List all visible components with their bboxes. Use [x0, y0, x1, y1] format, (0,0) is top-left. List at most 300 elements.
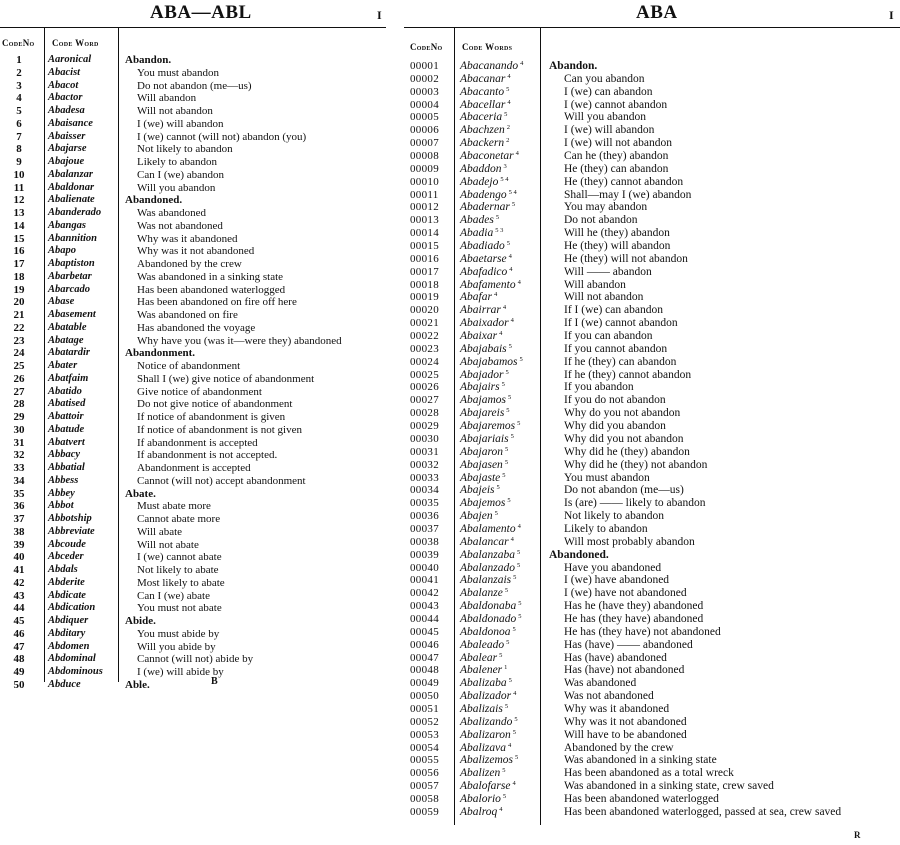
code-word-text: Abdals [48, 564, 78, 575]
phrase-text: I (we) cannot abandon [564, 98, 668, 111]
code-word [460, 433, 514, 446]
table-row [0, 194, 398, 207]
code-word-note: 5 [518, 612, 522, 620]
table-row [404, 562, 900, 575]
code-word-text: Abatage [48, 334, 84, 346]
phrase-text: Will you abide by [137, 640, 216, 653]
code-word [48, 335, 84, 348]
code-word-text: Abajen [460, 510, 493, 523]
table-row [404, 497, 900, 510]
code-number: 00052 [410, 715, 439, 728]
code-word-text: Abase [48, 296, 75, 308]
code-word-text: Abajeis [460, 484, 495, 497]
page-title: ABA [636, 2, 678, 23]
code-word-text: Abaixar [460, 330, 498, 343]
code-word-note: 4 [512, 780, 516, 788]
code-word [48, 54, 91, 67]
code-word-note: 5 4 [500, 175, 509, 183]
phrase-text: Do not abandon (me—us) [137, 79, 252, 92]
phrase-text: Was abandoned on fire [137, 309, 238, 321]
section-heading: Able. [125, 678, 150, 691]
page-title: ABA—ABL [150, 2, 252, 23]
code-word-note: 5 [506, 85, 510, 93]
code-word [48, 309, 96, 322]
code-word-note: 5 [505, 368, 509, 376]
phrase-text: Was abandoned in a sinking state [137, 270, 284, 283]
code-number: 30 [13, 423, 25, 436]
code-word-text: Abalizaba [460, 677, 507, 690]
code-word [460, 176, 508, 189]
code-word [460, 729, 516, 742]
code-word-text: Abalroq [460, 805, 498, 818]
code-number: 35 [13, 487, 25, 500]
code-word-text: Abajabais [460, 342, 507, 355]
code-number: 22 [13, 321, 25, 334]
code-number: 00046 [410, 638, 439, 651]
code-word [48, 258, 95, 271]
phrase-text: Why was it abandoned [564, 702, 670, 715]
code-word-text: Abalienate [48, 194, 95, 206]
table-row [404, 163, 900, 176]
table-row [404, 150, 900, 163]
code-word-header: Code Word [52, 38, 99, 48]
code-word [460, 394, 511, 407]
table-row [404, 433, 900, 446]
code-word-text: Abbess [48, 474, 79, 486]
code-word-text: Abalofarse [460, 780, 511, 793]
table-row [0, 258, 398, 271]
code-word [460, 626, 516, 639]
table-row [404, 806, 900, 819]
code-word-text: Abbacy [48, 449, 81, 461]
phrase-text: Was not abandoned [137, 219, 223, 232]
phrase-text: You must not abate [137, 602, 222, 615]
phrase-text: Has abandoned the voyage [137, 321, 256, 334]
code-word [48, 437, 85, 450]
code-word-note: 5 [511, 201, 516, 209]
phrase-text: Was not abandoned [564, 690, 654, 703]
table-row [0, 169, 398, 182]
table-row [0, 653, 398, 666]
code-word-text: Abafamento [460, 278, 516, 291]
table-row [0, 309, 398, 322]
code-word-note: 4 [493, 291, 498, 299]
phrase-text: Not likely to abandon [564, 510, 664, 523]
table-row [404, 510, 900, 523]
code-word-text: Abajoue [48, 156, 85, 167]
code-number: 15 [13, 232, 25, 245]
table-row [404, 240, 900, 253]
code-word-text: Abacanar [460, 72, 506, 85]
code-number: 28 [13, 398, 25, 411]
code-number: 00004 [410, 98, 439, 111]
code-word [460, 510, 498, 523]
phrase-text: Will most probably abandon [564, 535, 695, 548]
code-number: 00040 [410, 561, 439, 574]
code-word [460, 446, 508, 459]
table-row [404, 86, 900, 99]
code-word-note: 5 [513, 574, 517, 582]
table-row [404, 587, 900, 600]
phrase-text: If you abandon [564, 381, 634, 394]
table-row [404, 176, 900, 189]
code-word-text: Abalear [460, 651, 498, 664]
code-word [48, 564, 78, 577]
code-word [48, 182, 94, 195]
code-number: 00027 [410, 394, 439, 407]
code-word-note: 4 [515, 150, 519, 158]
code-word-note: 4 [510, 535, 514, 543]
phrase-text: He (they) will abandon [564, 240, 671, 253]
phrase-text: Can you abandon [564, 72, 645, 85]
code-number: 00002 [410, 72, 439, 85]
table-row [0, 500, 398, 513]
code-word [48, 424, 84, 437]
phrase-text: Cannot (will not) accept abandonment [137, 474, 306, 487]
phrase-text: Notice of abandonment [137, 360, 241, 372]
code-number: 37 [13, 513, 25, 525]
phrase-text: Shall I (we) give notice of abandonment [137, 372, 315, 385]
code-word [460, 266, 513, 279]
table-row [404, 369, 900, 382]
table-row [0, 80, 398, 93]
code-word-text: Abalizador [460, 690, 512, 703]
code-number: 00035 [410, 497, 439, 510]
code-number: 13 [13, 207, 25, 219]
table-row [404, 279, 900, 292]
code-word [460, 73, 511, 86]
code-word [460, 214, 499, 227]
code-word-note: 5 [516, 561, 521, 569]
code-word-text: Abangas [48, 219, 86, 231]
table-row [404, 716, 900, 729]
code-word-text: Abaldonaba [460, 600, 517, 613]
table-row [404, 201, 900, 214]
code-word-text: Abajador [460, 368, 504, 381]
code-word-text: Abades [460, 214, 494, 227]
code-word-text: Abdomen [48, 640, 90, 652]
table-row [0, 271, 398, 284]
code-word-note: 5 [504, 111, 508, 119]
table-row [404, 536, 900, 549]
code-word [460, 664, 507, 677]
code-word [48, 322, 87, 335]
code-number: 43 [13, 589, 25, 602]
code-number: 21 [13, 309, 25, 321]
phrase-text: Why did he (they) abandon [564, 445, 690, 458]
code-number: 7 [16, 130, 22, 143]
code-word [460, 163, 507, 176]
code-word [48, 156, 84, 169]
code-number: 00034 [410, 484, 439, 497]
code-word [48, 577, 85, 590]
code-number: 9 [16, 156, 22, 168]
phrase-text: Have you abandoned [564, 561, 662, 574]
phrase-text: Must abate more [137, 500, 211, 513]
code-word-text: Abalorio [460, 792, 501, 805]
table-row [0, 590, 398, 603]
code-word-note: 5 [502, 471, 506, 479]
code-number: 00047 [410, 651, 439, 664]
code-word [460, 356, 523, 369]
code-word-text: Abajaron [460, 445, 504, 458]
code-word [460, 613, 521, 626]
code-number: 00007 [410, 137, 439, 150]
code-word-text: Abalanzar [48, 168, 93, 180]
code-word [460, 754, 518, 767]
table-row [0, 615, 398, 628]
table-row [0, 462, 398, 475]
phrase-text: I (we) have abandoned [564, 574, 670, 587]
code-word-note: 5 [499, 651, 503, 659]
code-word [48, 462, 85, 475]
code-word-note: 5 [506, 638, 510, 646]
code-word-text: Abaetarse [460, 252, 507, 265]
code-word-text: Abatardir [48, 347, 91, 359]
code-number: 00044 [410, 612, 439, 625]
code-word-text: Abajamos [460, 394, 506, 407]
section-heading: Abandoned. [549, 548, 609, 561]
right-page [404, 0, 900, 845]
code-number: 24 [13, 347, 25, 360]
code-number: 00050 [410, 690, 439, 703]
table-row [404, 73, 900, 86]
code-word [48, 67, 80, 80]
code-word [460, 716, 518, 729]
table-row [0, 475, 398, 488]
table-row [404, 742, 900, 755]
code-word-text: Abadiado [460, 240, 505, 253]
code-word [48, 220, 86, 233]
code-word [460, 690, 516, 703]
table-row [404, 330, 900, 343]
code-word-note: 5 [495, 214, 500, 222]
code-word [48, 641, 89, 654]
code-word-note: 5 [507, 497, 511, 505]
code-word [460, 150, 519, 163]
code-number: 00008 [410, 150, 439, 163]
table-row [404, 574, 900, 587]
phrase-text: I (we) will abide by [137, 666, 224, 678]
code-word-text: Abatfaim [48, 372, 89, 384]
code-number: 14 [13, 219, 25, 232]
table-row [0, 347, 398, 360]
table-row [0, 602, 398, 615]
code-word-note: 5 [515, 754, 519, 762]
section-heading: Abandon. [549, 60, 598, 72]
table-row [0, 335, 398, 348]
code-word-text: Abaddon [460, 162, 502, 175]
table-row [404, 356, 900, 369]
table-row [0, 628, 398, 641]
code-number: 00012 [410, 201, 439, 214]
signature-mark: B [211, 676, 218, 687]
code-word [48, 449, 80, 462]
code-number: 00048 [410, 664, 439, 677]
phrase-text: He (they) will not abandon [564, 252, 688, 265]
code-word-note: 4 [508, 741, 512, 749]
code-word [48, 105, 85, 118]
code-word-note: 4 [520, 60, 524, 67]
code-number: 00029 [410, 420, 439, 433]
code-word [48, 628, 85, 641]
code-word-text: Abdiquer [48, 615, 89, 626]
table-row [0, 551, 398, 564]
table-row [0, 156, 398, 169]
phrase-text: Will not abate [137, 538, 199, 551]
code-word [460, 420, 520, 433]
phrase-text: Will you abandon [564, 111, 646, 124]
code-word-text: Abalancar [460, 535, 509, 548]
code-number: 11 [13, 181, 25, 194]
phrase-text: If you can abandon [564, 330, 653, 343]
phrase-text: Give notice of abandonment [137, 385, 262, 398]
phrase-text: Do not abandon [564, 214, 638, 227]
code-number: 00028 [410, 407, 439, 420]
code-number: 00042 [410, 587, 439, 600]
code-word-note: 5 [512, 728, 516, 736]
code-word-text: Abater [48, 360, 78, 371]
code-number: 00019 [410, 291, 439, 304]
code-number: 00038 [410, 535, 439, 548]
table-row [0, 373, 398, 386]
code-word-text: Abactor [48, 92, 83, 104]
code-number: 26 [13, 372, 25, 385]
table-row [0, 666, 398, 679]
phrase-text: Has (have) not abandoned [564, 664, 685, 677]
code-word [460, 317, 514, 330]
code-word-note: 5 [504, 458, 509, 466]
code-word [460, 484, 500, 497]
table-row [404, 613, 900, 626]
phrase-text: He has (they have) abandoned [564, 612, 704, 625]
phrase-text: Cannot (will not) abide by [137, 653, 254, 666]
code-word [48, 526, 95, 539]
code-word [48, 679, 81, 692]
phrase-text: Can I (we) abandon [137, 168, 225, 181]
code-word-text: Abajaremos [460, 420, 516, 433]
phrase-text: If you do not abandon [564, 394, 666, 407]
code-word [48, 169, 93, 182]
code-number: 1 [16, 54, 22, 66]
page-number: I [889, 8, 894, 22]
phrase-text: Has he (have they) abandoned [564, 600, 704, 613]
code-number: 16 [13, 245, 25, 258]
code-word-text: Abarcado [48, 283, 90, 295]
code-word [48, 207, 101, 220]
table-row [0, 284, 398, 297]
code-word-text: Abadesa [48, 105, 85, 116]
table-row [404, 227, 900, 240]
code-word-text: Abatude [48, 423, 85, 435]
code-number: 00003 [410, 85, 439, 98]
code-number: 6 [16, 117, 22, 130]
code-word [460, 574, 516, 587]
code-word-note: 5 [501, 381, 505, 389]
code-number: 18 [13, 270, 25, 283]
code-table [0, 54, 398, 692]
code-word [460, 201, 515, 214]
table-row [404, 189, 900, 202]
code-word-note: 5 [506, 407, 510, 415]
code-word [48, 513, 92, 526]
code-word-note: 2 [506, 124, 510, 132]
code-word-text: Abajabamos [460, 355, 518, 368]
code-word-note: 5 [502, 767, 506, 775]
table-row [0, 539, 398, 552]
phrase-text: Has been abandoned waterlogged [137, 283, 286, 296]
code-number: 00009 [410, 162, 439, 175]
code-number: 00020 [410, 304, 439, 317]
code-table [404, 60, 900, 819]
code-number: 00032 [410, 458, 439, 471]
table-row [404, 639, 900, 652]
table-row [0, 679, 398, 692]
table-row [0, 424, 398, 437]
table-row [0, 398, 398, 411]
code-word [460, 767, 506, 780]
phrase-text: Will abandon [564, 278, 626, 291]
code-word-text: Abalanzais [460, 574, 512, 587]
code-number: 00015 [410, 240, 439, 253]
code-number: 32 [13, 449, 25, 462]
code-word [460, 60, 523, 73]
code-number: 00021 [410, 317, 439, 330]
code-number: 33 [13, 462, 25, 474]
code-word [460, 806, 503, 819]
phrase-text: He (they) can abandon [564, 162, 669, 175]
phrase-text: I (we) can abandon [564, 85, 653, 98]
code-word [48, 653, 96, 666]
code-word-text: Abaleado [460, 638, 505, 651]
code-word-note: 4 [517, 278, 521, 286]
table-row [404, 420, 900, 433]
phrase-text: If notice of abandonment is not given [137, 423, 302, 436]
table-row [0, 296, 398, 309]
code-word-text: Abaptiston [48, 258, 95, 269]
code-number: 31 [13, 436, 25, 449]
code-word-text: Abajareis [460, 407, 505, 420]
table-row [404, 664, 900, 677]
code-word-text: Abajasen [460, 458, 503, 471]
phrase-text: Will not abandon [137, 105, 213, 117]
phrase-text: I (we) have not abandoned [564, 587, 687, 600]
code-number: 27 [13, 385, 25, 398]
code-word-text: Abajairs [460, 381, 500, 394]
phrase-text: Has been abandoned as a total wreck [564, 767, 734, 780]
code-word [460, 742, 511, 755]
code-word-text: Abalanzaba [460, 548, 515, 561]
code-number: 3 [16, 79, 22, 92]
code-word-note: 5 [508, 394, 512, 402]
code-word-text: Abanderado [48, 207, 102, 218]
code-word [460, 99, 511, 112]
code-number: 38 [13, 525, 25, 538]
section-heading: Abandon. [125, 54, 172, 66]
code-word [460, 677, 512, 690]
code-word-note: 5 [502, 792, 507, 800]
code-word-note: 5 [512, 625, 516, 633]
code-number: 00022 [410, 330, 439, 343]
code-word-text: Abacanto [460, 85, 505, 98]
code-word [48, 271, 92, 284]
code-word-text: Abditary [48, 627, 86, 639]
code-number: 00039 [410, 548, 439, 561]
code-word-text: Abbatial [48, 462, 85, 473]
table-row [0, 182, 398, 195]
table-row [404, 317, 900, 330]
code-number: 39 [13, 538, 25, 551]
